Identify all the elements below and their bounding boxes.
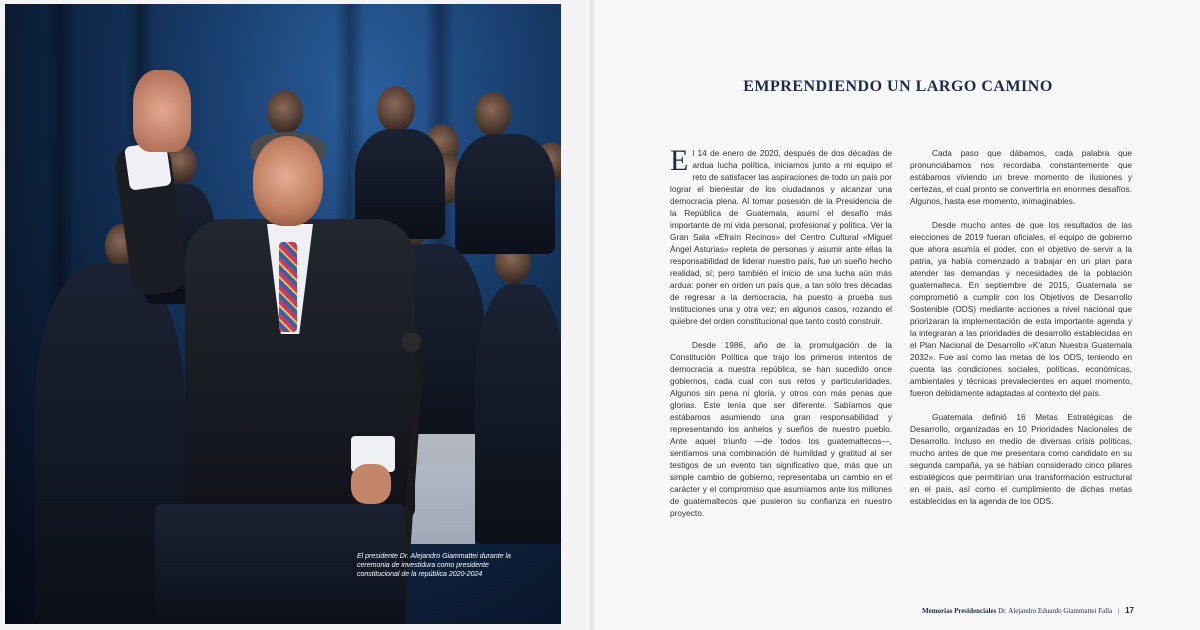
text-column-left bbox=[670, 144, 892, 531]
paragraph: Cada paso que dábamos, cada palabra que pronunciábamos nos recordaba constantemente que estábamos viviendo un breve momento de ilusiones y certezas, el cual pronto se convertiría en enormes desafíos. Algunos, hasta ese momento, inimaginables. bbox=[910, 148, 1132, 206]
paragraph: Guatemala definió 16 Metas Estratégicas de Desarrollo, organizadas en 10 Prioridades Nacionales de Desarrollo. Incluso en medio de diversas crisis políticas, mucho antes de que me presentara como candidato en su segunda campaña, ya se habían considerado cinco pilares estratégicos que permitirían una transformación estructural en el país, así como el cumplimiento de dichas metas establecidas en la agenda de los ODS. bbox=[910, 412, 1132, 506]
paragraph: El 14 de enero de 2020, después de dos décadas de ardua lucha política, iniciamos junto a mi equipo el reto de satisfacer las aspiraciones de todo un país por lograr el bienestar de los ciudadanos y alcanzar una democracia plena. Al tomar posesión de la Presidencia de la República de Guatemala, asumí el desafío más importante de mi vida personal, profesional y política. Ver la Gran Sala «Efraín Recinos» del Centro Cultural «Miguel Ángel Asturias» repleta de personas y asumir ante ellas la responsabilidad de liderar nuestro país, fue un sueño hecho realidad, sí; pero también el inicio de una lucha aún más ardua: poner en orden un país que, a tan sólo tres décadas de regresar a la democracia, ha puesto a prueba sus instituciones una y otra vez; en algunos casos, rozando el quiebre del orden constitucional que tanto costó construir. bbox=[670, 144, 892, 326]
page-number: 17 bbox=[1125, 606, 1134, 615]
left-page bbox=[0, 0, 596, 630]
inauguration-photo bbox=[5, 4, 561, 624]
author-name: Dr. Alejandro Eduardo Giammattei Falla bbox=[998, 607, 1113, 615]
footer-separator: | bbox=[1117, 607, 1120, 615]
photo-caption: El presidente Dr. Alejandro Giammattei durante la ceremonia de investidura como presidente constitucional de la república 2020-2024 bbox=[357, 553, 511, 578]
page-footer bbox=[922, 606, 1134, 615]
text-column-right bbox=[910, 147, 1132, 519]
drop-cap: E bbox=[670, 144, 689, 177]
paragraph: Desde mucho antes de que los resultados de las elecciones de 2019 fueran oficiales, el equipo de gobierno que ahora asumía el poder, con el objetivo de servir a la patria, ya había comenzado a trabajar en un plan para atender las demandas y necesidades de la población guatemalteca. En septiembre de 2015, Guatemala se comprometió a cumplir con los Objetivos de Desarrollo Sostenible (ODS) mediante acciones a nivel nacional que priorizaran la implementación de esta importante agenda y la integraran a las prioridades de desarrollo establecidas en el Plan Nacional de Desarrollo «K'atun Nuestra Guatemala 2032». Fue así como las metas de los ODS, teniendo en cuenta las condiciones sociales, políticas, económicas, ambientales y técnicas prevalecientes en aquel momento, fueron debidamente adaptadas al contexto del país. bbox=[910, 220, 1132, 398]
paragraph: Desde 1986, año de la promulgación de la Constitución Política que trajo los primeros intentos de democracia a nuestra república, se han sucedido once gobiernos, cada cual con sus retos y particularidades. Algunos sin pena ni gloria, y otros con más penas que glorias. Este tenía que ser diferente. Sabíamos que estábamos asumiendo una gran responsabilidad y representando los anhelos y sueños de nuestro pueblo. Ante aquel triunfo —de todos los guatemaltecos—, sentíamos una combinación de humildad y gratitud al ser testigos de un evento tan significativo que, más que un simple cambio de gobierno, representaba un cambio en el carácter y el compromiso que asumíamos ante los millones de guatemaltecos que pusieron su confianza en nuestro proyecto. bbox=[670, 340, 892, 518]
book-title: Memorias Presidenciales bbox=[922, 607, 997, 615]
chapter-title: EMPRENDIENDO UN LARGO CAMINO bbox=[743, 78, 1053, 95]
right-page bbox=[596, 0, 1200, 630]
